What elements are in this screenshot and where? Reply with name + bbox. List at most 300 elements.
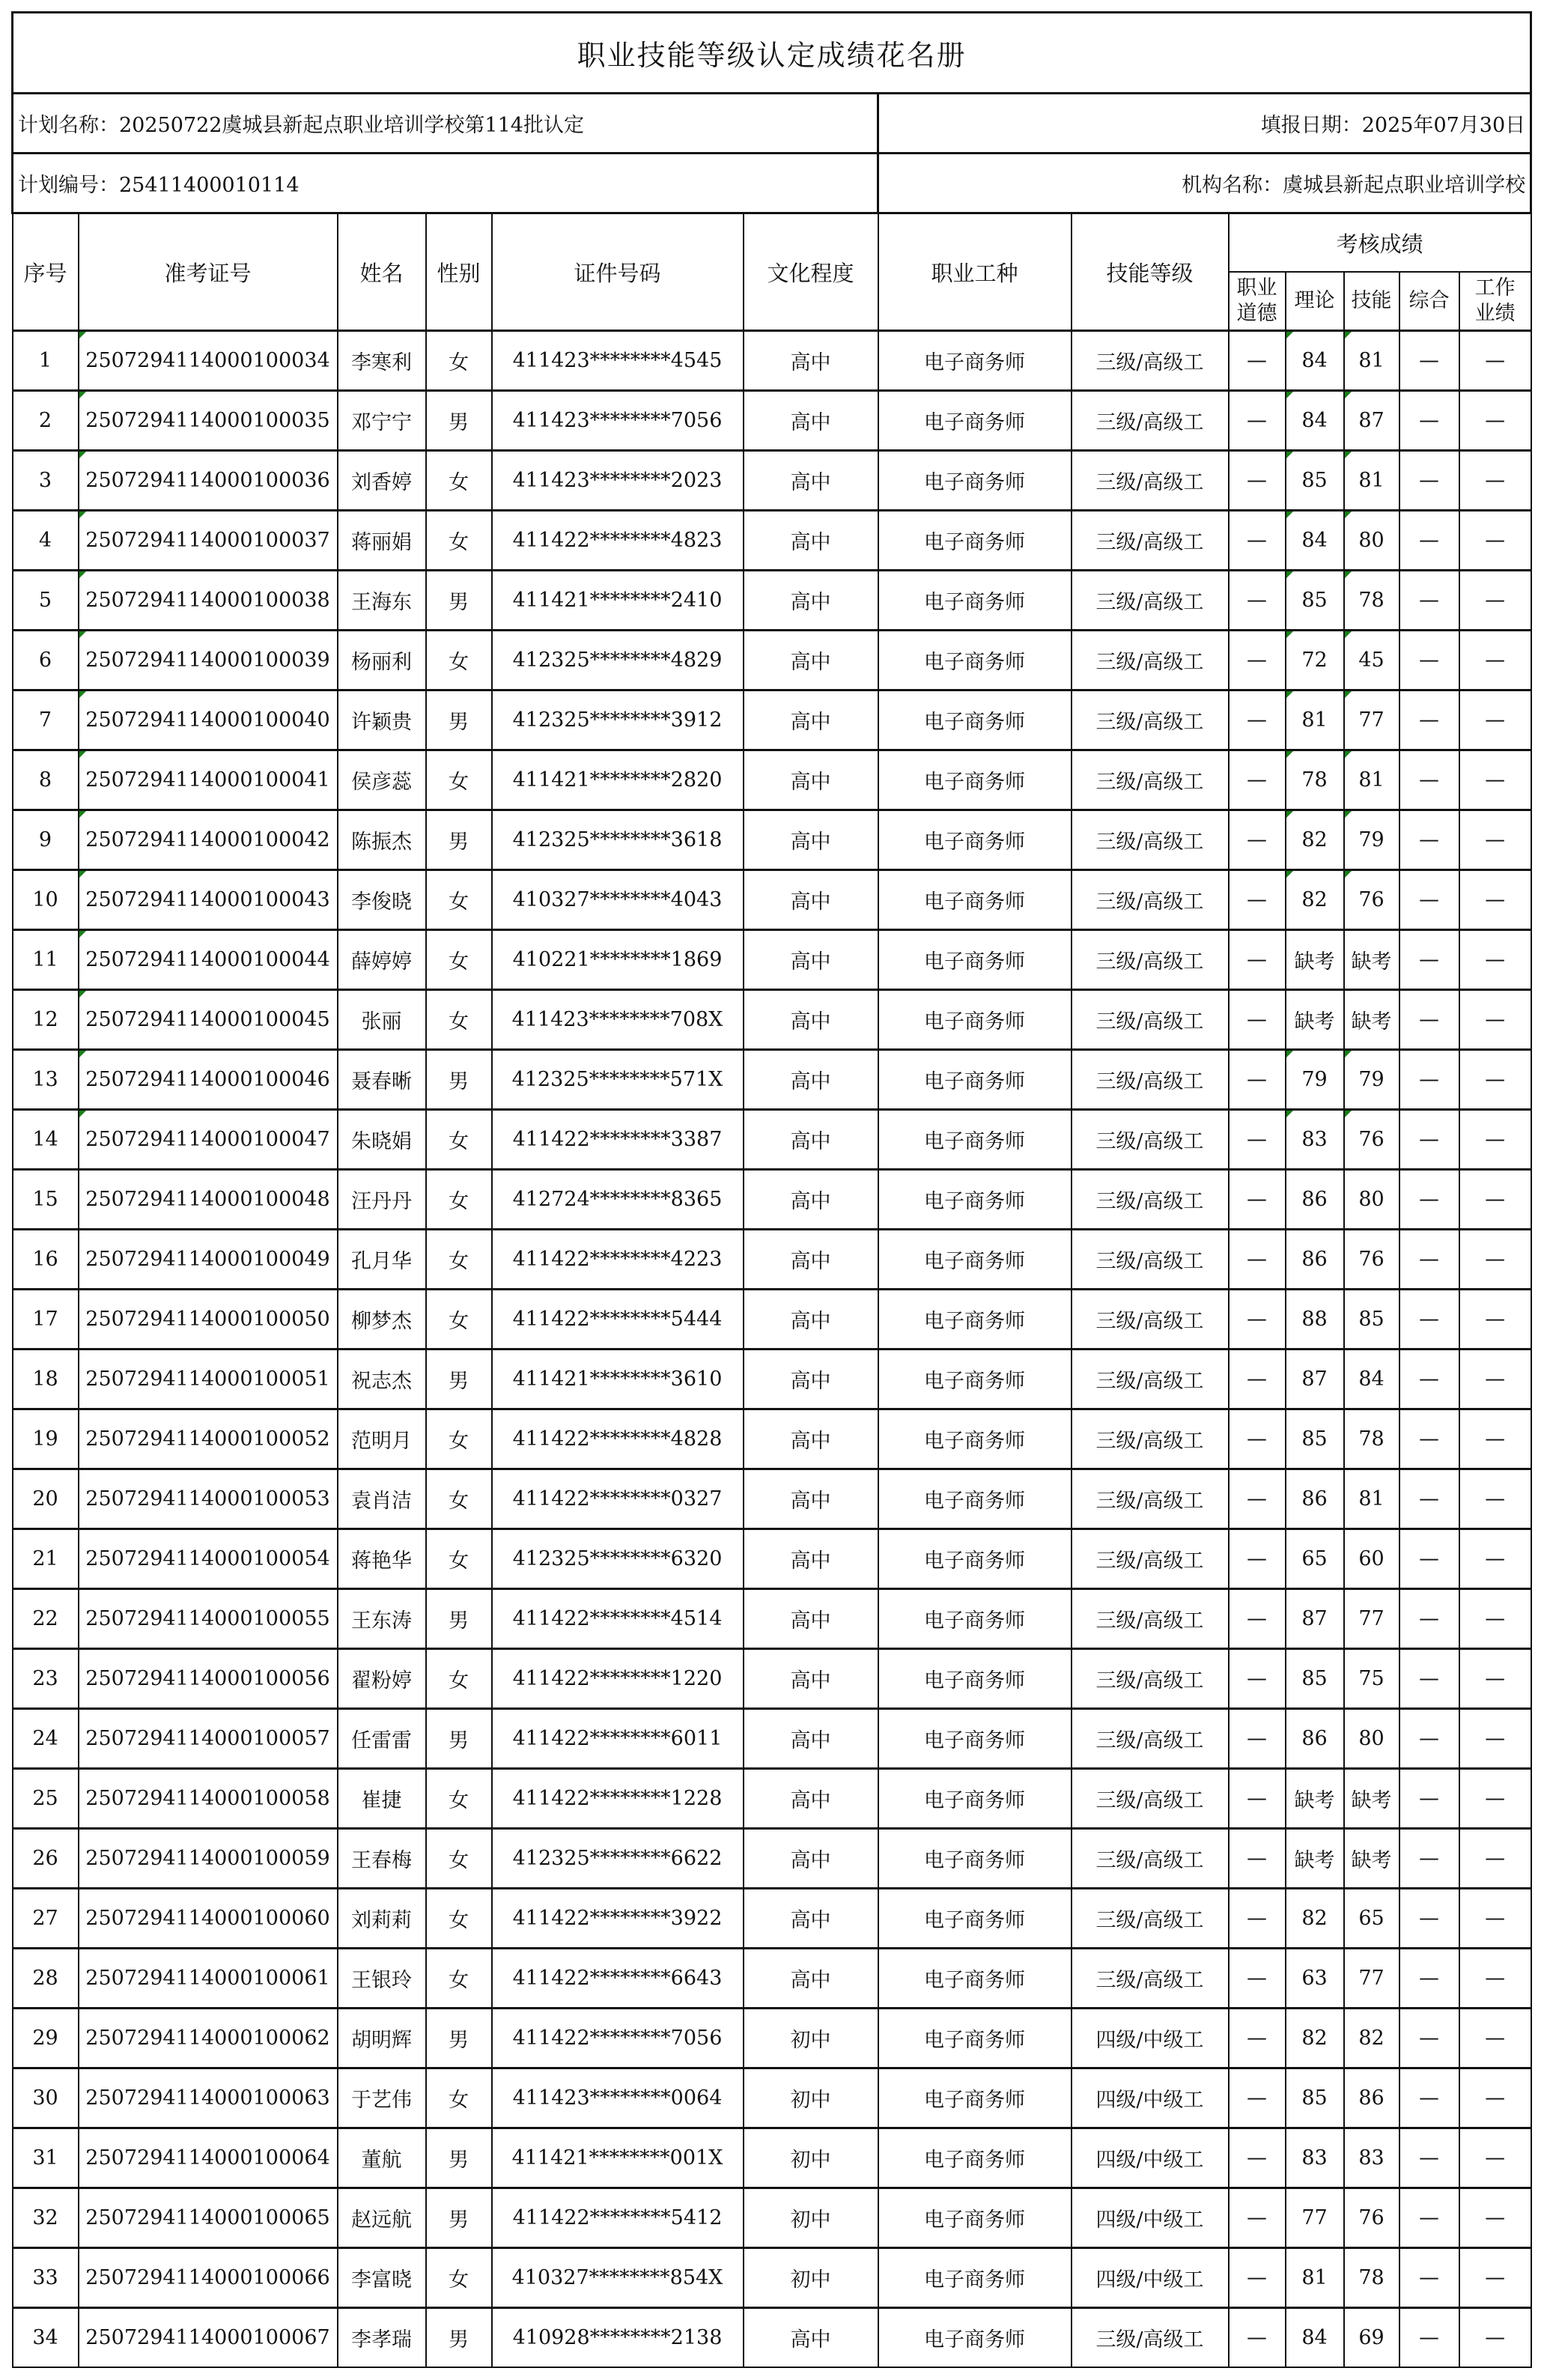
cell-comprehensive: — bbox=[1399, 2009, 1459, 2068]
cell-ethics: — bbox=[1229, 2308, 1286, 2368]
cell-name: 张丽 bbox=[338, 990, 426, 1050]
cell-occupation: 电子商务师 bbox=[878, 391, 1072, 451]
table-row bbox=[13, 1230, 1531, 1290]
cell-work: — bbox=[1459, 1050, 1531, 1110]
cell-skill: 78 bbox=[1344, 2248, 1399, 2308]
cell-work: — bbox=[1459, 1829, 1531, 1889]
cell-id-no: 411422********3387 bbox=[492, 1110, 744, 1170]
cell-exam-no: 2507294114000100064 bbox=[79, 2128, 338, 2188]
cell-skill: 76 bbox=[1344, 1110, 1399, 1170]
cell-seq: 11 bbox=[13, 930, 79, 990]
table-row bbox=[13, 750, 1531, 810]
table-row bbox=[13, 1170, 1531, 1230]
cell-name: 许颖贵 bbox=[338, 690, 426, 750]
cell-seq: 32 bbox=[13, 2188, 79, 2248]
cell-exam-no: 2507294114000100042 bbox=[79, 810, 338, 870]
cell-exam-no: 2507294114000100049 bbox=[79, 1230, 338, 1290]
cell-skill-level: 三级/高级工 bbox=[1072, 990, 1229, 1050]
cell-occupation: 电子商务师 bbox=[878, 1170, 1072, 1230]
cell-education: 高中 bbox=[744, 391, 878, 451]
roster-table bbox=[11, 11, 1532, 2368]
cell-exam-no: 2507294114000100035 bbox=[79, 391, 338, 451]
cell-ethics: — bbox=[1229, 1829, 1286, 1889]
table-row bbox=[13, 571, 1531, 631]
cell-exam-no: 2507294114000100036 bbox=[79, 451, 338, 511]
cell-occupation: 电子商务师 bbox=[878, 1889, 1072, 1949]
cell-theory: 86 bbox=[1286, 1709, 1344, 1769]
cell-gender: 男 bbox=[426, 2128, 492, 2188]
cell-exam-no: 2507294114000100061 bbox=[79, 1949, 338, 2009]
table-row bbox=[13, 631, 1531, 690]
cell-skill: 79 bbox=[1344, 1050, 1399, 1110]
cell-theory: 86 bbox=[1286, 1170, 1344, 1230]
cell-skill: 80 bbox=[1344, 1170, 1399, 1230]
cell-id-no: 411422********6643 bbox=[492, 1949, 744, 2009]
cell-gender: 女 bbox=[426, 331, 492, 391]
cell-exam-no: 2507294114000100060 bbox=[79, 1889, 338, 1949]
cell-skill: 82 bbox=[1344, 2009, 1399, 2068]
cell-ethics: — bbox=[1229, 990, 1286, 1050]
cell-skill-level: 三级/高级工 bbox=[1072, 451, 1229, 511]
cell-ethics: — bbox=[1229, 1290, 1286, 1350]
cell-comprehensive: — bbox=[1399, 1829, 1459, 1889]
cell-education: 高中 bbox=[744, 331, 878, 391]
cell-seq: 34 bbox=[13, 2308, 79, 2368]
cell-comprehensive: — bbox=[1399, 1350, 1459, 1409]
cell-name: 李孝瑞 bbox=[338, 2308, 426, 2368]
cell-theory: 84 bbox=[1286, 391, 1344, 451]
cell-name: 王春梅 bbox=[338, 1829, 426, 1889]
cell-work: — bbox=[1459, 1709, 1531, 1769]
cell-seq: 28 bbox=[13, 1949, 79, 2009]
cell-skill-level: 三级/高级工 bbox=[1072, 750, 1229, 810]
cell-gender: 女 bbox=[426, 1949, 492, 2009]
cell-skill-level: 三级/高级工 bbox=[1072, 2308, 1229, 2368]
cell-theory: 82 bbox=[1286, 2009, 1344, 2068]
table-row bbox=[13, 1350, 1531, 1409]
cell-occupation: 电子商务师 bbox=[878, 1529, 1072, 1589]
cell-work: — bbox=[1459, 451, 1531, 511]
cell-seq: 19 bbox=[13, 1409, 79, 1469]
cell-skill: 81 bbox=[1344, 331, 1399, 391]
cell-ethics: — bbox=[1229, 1230, 1286, 1290]
table-row bbox=[13, 2128, 1531, 2188]
cell-exam-no: 2507294114000100066 bbox=[79, 2248, 338, 2308]
cell-education: 高中 bbox=[744, 870, 878, 930]
cell-gender: 女 bbox=[426, 1769, 492, 1829]
cell-skill-level: 三级/高级工 bbox=[1072, 631, 1229, 690]
cell-education: 高中 bbox=[744, 631, 878, 690]
cell-skill: 83 bbox=[1344, 2128, 1399, 2188]
cell-ethics: — bbox=[1229, 1170, 1286, 1230]
table-row bbox=[13, 930, 1531, 990]
table-row bbox=[13, 2068, 1531, 2128]
cell-skill-level: 三级/高级工 bbox=[1072, 810, 1229, 870]
cell-id-no: 411422********5444 bbox=[492, 1290, 744, 1350]
cell-skill: 85 bbox=[1344, 1290, 1399, 1350]
cell-id-no: 411423********2023 bbox=[492, 451, 744, 511]
cell-skill-level: 四级/中级工 bbox=[1072, 2248, 1229, 2308]
cell-theory: 缺考 bbox=[1286, 1769, 1344, 1829]
cell-exam-no: 2507294114000100047 bbox=[79, 1110, 338, 1170]
cell-exam-no: 2507294114000100056 bbox=[79, 1649, 338, 1709]
cell-work: — bbox=[1459, 1649, 1531, 1709]
cell-theory: 87 bbox=[1286, 1350, 1344, 1409]
cell-education: 初中 bbox=[744, 2248, 878, 2308]
cell-ethics: — bbox=[1229, 1110, 1286, 1170]
cell-occupation: 电子商务师 bbox=[878, 1949, 1072, 2009]
cell-gender: 男 bbox=[426, 2188, 492, 2248]
cell-skill: 77 bbox=[1344, 690, 1399, 750]
cell-education: 高中 bbox=[744, 2308, 878, 2368]
header-scores-group: 考核成绩 bbox=[1229, 213, 1531, 273]
cell-occupation: 电子商务师 bbox=[878, 990, 1072, 1050]
cell-occupation: 电子商务师 bbox=[878, 690, 1072, 750]
cell-exam-no: 2507294114000100059 bbox=[79, 1829, 338, 1889]
cell-theory: 63 bbox=[1286, 1949, 1344, 2009]
cell-id-no: 412325********6622 bbox=[492, 1829, 744, 1889]
cell-id-no: 410327********4043 bbox=[492, 870, 744, 930]
cell-occupation: 电子商务师 bbox=[878, 810, 1072, 870]
cell-occupation: 电子商务师 bbox=[878, 1230, 1072, 1290]
header-gender: 性别 bbox=[426, 213, 492, 331]
cell-ethics: — bbox=[1229, 1589, 1286, 1649]
cell-education: 高中 bbox=[744, 990, 878, 1050]
cell-skill: 75 bbox=[1344, 1649, 1399, 1709]
cell-seq: 14 bbox=[13, 1110, 79, 1170]
cell-id-no: 411422********4823 bbox=[492, 511, 744, 571]
cell-education: 初中 bbox=[744, 2188, 878, 2248]
cell-id-no: 411421********001X bbox=[492, 2128, 744, 2188]
cell-comprehensive: — bbox=[1399, 1769, 1459, 1829]
table-row bbox=[13, 690, 1531, 750]
header-work: 工作业绩 bbox=[1459, 272, 1531, 331]
cell-comprehensive: — bbox=[1399, 2188, 1459, 2248]
page-title: 职业技能等级认定成绩花名册 bbox=[13, 13, 1531, 94]
cell-id-no: 412325********3912 bbox=[492, 690, 744, 750]
cell-name: 董航 bbox=[338, 2128, 426, 2188]
cell-comprehensive: — bbox=[1399, 1170, 1459, 1230]
cell-seq: 2 bbox=[13, 391, 79, 451]
cell-education: 高中 bbox=[744, 571, 878, 631]
cell-seq: 24 bbox=[13, 1709, 79, 1769]
table-row bbox=[13, 1889, 1531, 1949]
header-seq: 序号 bbox=[13, 213, 79, 331]
cell-theory: 82 bbox=[1286, 870, 1344, 930]
table-row bbox=[13, 1649, 1531, 1709]
cell-gender: 女 bbox=[426, 1889, 492, 1949]
cell-skill-level: 三级/高级工 bbox=[1072, 391, 1229, 451]
cell-gender: 女 bbox=[426, 930, 492, 990]
cell-gender: 女 bbox=[426, 511, 492, 571]
cell-gender: 男 bbox=[426, 2009, 492, 2068]
header-name: 姓名 bbox=[338, 213, 426, 331]
cell-name: 李寒利 bbox=[338, 331, 426, 391]
cell-seq: 30 bbox=[13, 2068, 79, 2128]
cell-exam-no: 2507294114000100051 bbox=[79, 1350, 338, 1409]
cell-seq: 1 bbox=[13, 331, 79, 391]
table-row bbox=[13, 1769, 1531, 1829]
cell-seq: 10 bbox=[13, 870, 79, 930]
cell-comprehensive: — bbox=[1399, 930, 1459, 990]
cell-seq: 18 bbox=[13, 1350, 79, 1409]
cell-theory: 84 bbox=[1286, 2308, 1344, 2368]
cell-work: — bbox=[1459, 1230, 1531, 1290]
cell-occupation: 电子商务师 bbox=[878, 750, 1072, 810]
cell-seq: 31 bbox=[13, 2128, 79, 2188]
cell-work: — bbox=[1459, 1949, 1531, 2009]
cell-work: — bbox=[1459, 571, 1531, 631]
table-row bbox=[13, 1469, 1531, 1529]
cell-comprehensive: — bbox=[1399, 511, 1459, 571]
cell-theory: 85 bbox=[1286, 1649, 1344, 1709]
header-comprehensive: 综合 bbox=[1399, 272, 1459, 331]
cell-occupation: 电子商务师 bbox=[878, 2308, 1072, 2368]
cell-work: — bbox=[1459, 2068, 1531, 2128]
cell-id-no: 412724********8365 bbox=[492, 1170, 744, 1230]
cell-comprehensive: — bbox=[1399, 750, 1459, 810]
cell-occupation: 电子商务师 bbox=[878, 511, 1072, 571]
cell-skill-level: 三级/高级工 bbox=[1072, 1949, 1229, 2009]
table-row bbox=[13, 1589, 1531, 1649]
cell-comprehensive: — bbox=[1399, 1110, 1459, 1170]
cell-name: 朱晓娟 bbox=[338, 1110, 426, 1170]
cell-theory: 84 bbox=[1286, 511, 1344, 571]
cell-id-no: 410928********2138 bbox=[492, 2308, 744, 2368]
cell-exam-no: 2507294114000100050 bbox=[79, 1290, 338, 1350]
cell-work: — bbox=[1459, 2308, 1531, 2368]
cell-exam-no: 2507294114000100052 bbox=[79, 1409, 338, 1469]
cell-comprehensive: — bbox=[1399, 1469, 1459, 1529]
cell-id-no: 411421********2410 bbox=[492, 571, 744, 631]
cell-name: 王银玲 bbox=[338, 1949, 426, 2009]
cell-occupation: 电子商务师 bbox=[878, 930, 1072, 990]
cell-occupation: 电子商务师 bbox=[878, 2248, 1072, 2308]
cell-exam-no: 2507294114000100034 bbox=[79, 331, 338, 391]
cell-occupation: 电子商务师 bbox=[878, 2068, 1072, 2128]
cell-ethics: — bbox=[1229, 1050, 1286, 1110]
cell-ethics: — bbox=[1229, 2128, 1286, 2188]
table-row bbox=[13, 1110, 1531, 1170]
cell-occupation: 电子商务师 bbox=[878, 1409, 1072, 1469]
cell-theory: 78 bbox=[1286, 750, 1344, 810]
table-row bbox=[13, 1949, 1531, 2009]
cell-name: 柳梦杰 bbox=[338, 1290, 426, 1350]
table-row bbox=[13, 1290, 1531, 1350]
cell-occupation: 电子商务师 bbox=[878, 631, 1072, 690]
cell-skill-level: 四级/中级工 bbox=[1072, 2009, 1229, 2068]
cell-name: 侯彦蕊 bbox=[338, 750, 426, 810]
cell-theory: 81 bbox=[1286, 2248, 1344, 2308]
cell-theory: 84 bbox=[1286, 331, 1344, 391]
cell-work: — bbox=[1459, 2188, 1531, 2248]
org-name: 机构名称：虞城县新起点职业培训学校 bbox=[878, 154, 1531, 213]
cell-id-no: 411422********0327 bbox=[492, 1469, 744, 1529]
cell-gender: 女 bbox=[426, 2248, 492, 2308]
plan-number: 计划编号：25411400010114 bbox=[13, 154, 878, 213]
cell-work: — bbox=[1459, 631, 1531, 690]
cell-name: 刘莉莉 bbox=[338, 1889, 426, 1949]
cell-skill-level: 三级/高级工 bbox=[1072, 1829, 1229, 1889]
cell-id-no: 412325********3618 bbox=[492, 810, 744, 870]
cell-occupation: 电子商务师 bbox=[878, 1589, 1072, 1649]
cell-skill-level: 三级/高级工 bbox=[1072, 1709, 1229, 1769]
cell-exam-no: 2507294114000100058 bbox=[79, 1769, 338, 1829]
table-row bbox=[13, 810, 1531, 870]
cell-gender: 男 bbox=[426, 571, 492, 631]
cell-skill: 81 bbox=[1344, 451, 1399, 511]
cell-work: — bbox=[1459, 1769, 1531, 1829]
cell-education: 高中 bbox=[744, 1110, 878, 1170]
cell-theory: 77 bbox=[1286, 2188, 1344, 2248]
cell-work: — bbox=[1459, 1170, 1531, 1230]
cell-occupation: 电子商务师 bbox=[878, 2128, 1072, 2188]
cell-seq: 4 bbox=[13, 511, 79, 571]
cell-seq: 29 bbox=[13, 2009, 79, 2068]
cell-skill-level: 三级/高级工 bbox=[1072, 1529, 1229, 1589]
cell-gender: 男 bbox=[426, 690, 492, 750]
cell-id-no: 412325********6320 bbox=[492, 1529, 744, 1589]
cell-skill: 60 bbox=[1344, 1529, 1399, 1589]
header-id-no: 证件号码 bbox=[492, 213, 744, 331]
cell-theory: 79 bbox=[1286, 1050, 1344, 1110]
cell-exam-no: 2507294114000100057 bbox=[79, 1709, 338, 1769]
cell-skill: 78 bbox=[1344, 1409, 1399, 1469]
cell-occupation: 电子商务师 bbox=[878, 1110, 1072, 1170]
cell-theory: 88 bbox=[1286, 1290, 1344, 1350]
cell-exam-no: 2507294114000100043 bbox=[79, 870, 338, 930]
cell-theory: 87 bbox=[1286, 1589, 1344, 1649]
table-row bbox=[13, 331, 1531, 391]
cell-theory: 86 bbox=[1286, 1469, 1344, 1529]
cell-id-no: 412325********571X bbox=[492, 1050, 744, 1110]
cell-comprehensive: — bbox=[1399, 1949, 1459, 2009]
cell-skill-level: 四级/中级工 bbox=[1072, 2128, 1229, 2188]
cell-theory: 83 bbox=[1286, 1110, 1344, 1170]
cell-name: 蒋丽娟 bbox=[338, 511, 426, 571]
cell-comprehensive: — bbox=[1399, 690, 1459, 750]
cell-skill-level: 四级/中级工 bbox=[1072, 2188, 1229, 2248]
cell-name: 杨丽利 bbox=[338, 631, 426, 690]
cell-skill-level: 三级/高级工 bbox=[1072, 1290, 1229, 1350]
cell-education: 初中 bbox=[744, 2128, 878, 2188]
cell-skill-level: 三级/高级工 bbox=[1072, 1110, 1229, 1170]
cell-education: 高中 bbox=[744, 1529, 878, 1589]
cell-education: 高中 bbox=[744, 1469, 878, 1529]
cell-ethics: — bbox=[1229, 1409, 1286, 1469]
cell-gender: 男 bbox=[426, 1709, 492, 1769]
cell-ethics: — bbox=[1229, 1889, 1286, 1949]
cell-theory: 缺考 bbox=[1286, 930, 1344, 990]
cell-ethics: — bbox=[1229, 2188, 1286, 2248]
cell-skill: 缺考 bbox=[1344, 1829, 1399, 1889]
cell-seq: 8 bbox=[13, 750, 79, 810]
cell-theory: 65 bbox=[1286, 1529, 1344, 1589]
cell-education: 高中 bbox=[744, 511, 878, 571]
cell-comprehensive: — bbox=[1399, 870, 1459, 930]
cell-seq: 26 bbox=[13, 1829, 79, 1889]
cell-comprehensive: — bbox=[1399, 2248, 1459, 2308]
cell-name: 陈振杰 bbox=[338, 810, 426, 870]
cell-seq: 15 bbox=[13, 1170, 79, 1230]
fill-date: 填报日期：2025年07月30日 bbox=[878, 94, 1531, 154]
cell-seq: 13 bbox=[13, 1050, 79, 1110]
table-row bbox=[13, 1829, 1531, 1889]
cell-id-no: 411423********7056 bbox=[492, 391, 744, 451]
cell-skill: 81 bbox=[1344, 1469, 1399, 1529]
cell-comprehensive: — bbox=[1399, 1290, 1459, 1350]
cell-work: — bbox=[1459, 1889, 1531, 1949]
cell-work: — bbox=[1459, 1589, 1531, 1649]
cell-skill-level: 三级/高级工 bbox=[1072, 331, 1229, 391]
cell-gender: 女 bbox=[426, 1110, 492, 1170]
cell-skill: 84 bbox=[1344, 1350, 1399, 1409]
cell-work: — bbox=[1459, 1290, 1531, 1350]
cell-name: 李俊晓 bbox=[338, 870, 426, 930]
cell-gender: 男 bbox=[426, 1050, 492, 1110]
cell-gender: 女 bbox=[426, 870, 492, 930]
cell-seq: 6 bbox=[13, 631, 79, 690]
cell-skill: 45 bbox=[1344, 631, 1399, 690]
header-skill: 技能 bbox=[1344, 272, 1399, 331]
cell-ethics: — bbox=[1229, 2009, 1286, 2068]
cell-comprehensive: — bbox=[1399, 1529, 1459, 1589]
cell-seq: 27 bbox=[13, 1889, 79, 1949]
cell-education: 高中 bbox=[744, 1230, 878, 1290]
cell-ethics: — bbox=[1229, 1769, 1286, 1829]
cell-comprehensive: — bbox=[1399, 451, 1459, 511]
cell-occupation: 电子商务师 bbox=[878, 870, 1072, 930]
cell-id-no: 411422********4828 bbox=[492, 1409, 744, 1469]
cell-gender: 女 bbox=[426, 1649, 492, 1709]
cell-exam-no: 2507294114000100054 bbox=[79, 1529, 338, 1589]
cell-comprehensive: — bbox=[1399, 1230, 1459, 1290]
cell-seq: 12 bbox=[13, 990, 79, 1050]
cell-skill: 87 bbox=[1344, 391, 1399, 451]
cell-education: 高中 bbox=[744, 1409, 878, 1469]
cell-gender: 女 bbox=[426, 451, 492, 511]
cell-occupation: 电子商务师 bbox=[878, 1709, 1072, 1769]
cell-name: 于艺伟 bbox=[338, 2068, 426, 2128]
cell-id-no: 411421********2820 bbox=[492, 750, 744, 810]
cell-education: 高中 bbox=[744, 750, 878, 810]
cell-name: 汪丹丹 bbox=[338, 1170, 426, 1230]
cell-ethics: — bbox=[1229, 391, 1286, 451]
cell-skill: 86 bbox=[1344, 2068, 1399, 2128]
cell-seq: 17 bbox=[13, 1290, 79, 1350]
cell-work: — bbox=[1459, 750, 1531, 810]
cell-exam-no: 2507294114000100038 bbox=[79, 571, 338, 631]
cell-theory: 81 bbox=[1286, 690, 1344, 750]
cell-skill: 80 bbox=[1344, 511, 1399, 571]
header-skill-level: 技能等级 bbox=[1072, 213, 1229, 331]
cell-seq: 33 bbox=[13, 2248, 79, 2308]
cell-theory: 85 bbox=[1286, 1409, 1344, 1469]
cell-education: 高中 bbox=[744, 1170, 878, 1230]
cell-education: 高中 bbox=[744, 451, 878, 511]
cell-comprehensive: — bbox=[1399, 1649, 1459, 1709]
cell-seq: 9 bbox=[13, 810, 79, 870]
cell-comprehensive: — bbox=[1399, 990, 1459, 1050]
cell-seq: 5 bbox=[13, 571, 79, 631]
cell-gender: 女 bbox=[426, 1230, 492, 1290]
cell-education: 初中 bbox=[744, 2068, 878, 2128]
header-education: 文化程度 bbox=[744, 213, 878, 331]
cell-education: 高中 bbox=[744, 1889, 878, 1949]
cell-work: — bbox=[1459, 990, 1531, 1050]
header-ethics: 职业道德 bbox=[1229, 272, 1286, 331]
cell-theory: 82 bbox=[1286, 1889, 1344, 1949]
